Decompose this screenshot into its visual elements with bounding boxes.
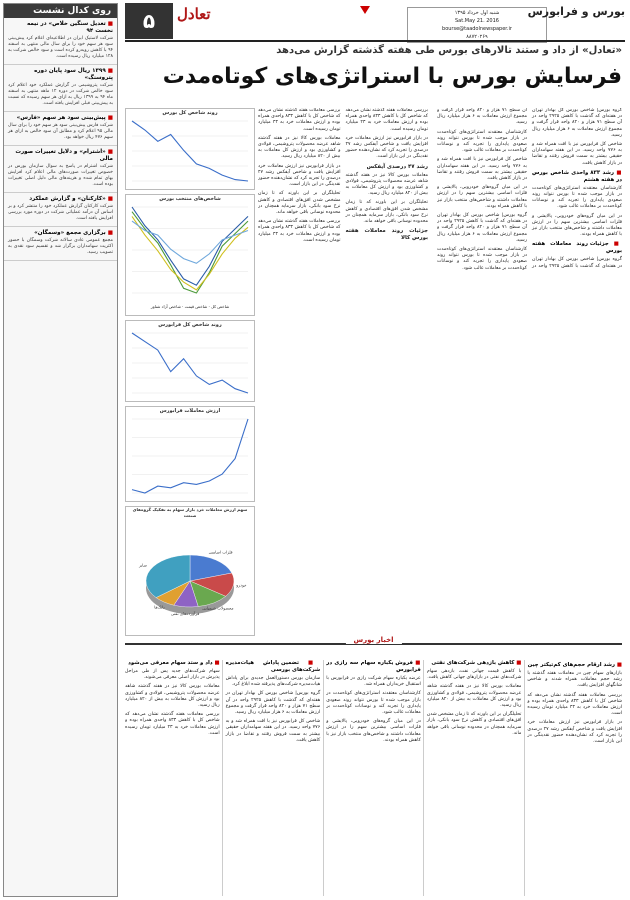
chart-svg — [126, 329, 254, 401]
header-date-en: Sat.May 21. 2016 — [455, 18, 499, 24]
chart-pie-industries — [125, 506, 255, 636]
chart-title: روند شاخص کل بورس — [162, 110, 218, 116]
news-title: ■ فروش یکباره سهام سه رازی در فرابورس — [326, 660, 421, 674]
news-text: بررسی معاملات هفته گذشته نشان می‌دهد که شاخص کل با کاهش ۸۳۳ واحدی همراه بوده و ارزش معاملات خرد به ۴۳ میلیارد تومان رسیده است. — [125, 712, 220, 736]
article-paragraph: معاملات بورس کالا نیز در هفته گذشته شاهد عرضه محصولات پتروشیمی، فولادی و کشاورزی بود و ارزش کل معاملات به بیش از ۸۲۰ میلیارد ریال رسید. — [345, 172, 428, 197]
header-divider — [125, 40, 625, 42]
chart-svg — [126, 415, 254, 501]
chart-index-trend — [125, 108, 255, 190]
header-date-fa: شنبه اول خرداد ۱۳۹۵ — [454, 10, 500, 16]
series-line — [132, 207, 248, 285]
sidebar-item — [4, 146, 117, 193]
news-text: سهام شرکت‌های جدید پس از طی مراحل پذیرش در بازار اصلی معرفی می‌شوند. — [125, 669, 220, 681]
sidebar-title: روی کدال نشست — [4, 4, 117, 18]
news-text: گروه بورس| شاخص بورس کل بهادار تهران در هفته‌ای که گذشت با کاهش ۲۹۲۵ واحد در آن سطح ۷۱ هزار و ۸۴۰ واحد قرار گرفت و مجموع ارزش معاملات به ۶ هزار میلیارد ریال رسید. — [225, 691, 321, 716]
article-paragraph: تحلیلگران بر این باورند که تا زمان مشخص شدن افق‌های اقتصادی و کاهش نرخ سود بانکی، بازار سرمایه همچنان در محدوده نوسانی باقی خواهد ماند. — [345, 200, 428, 225]
article-paragraph: در این میان گروه‌های خودرویی، پالایشی و فلزات اساسی بیشترین سهم را در ارزش معاملات داشتند و شاخص‌های منتخب بازار نیز با کاهش همراه بودند. — [437, 185, 527, 209]
chart-title: سهم ارزش معاملات خرد بازار سهام به تفکیک گروه‌های صنعت — [132, 507, 248, 518]
header-meta — [407, 7, 547, 43]
chart-svg — [126, 519, 254, 639]
legend-item: شاخص قیمت — [184, 303, 208, 309]
chart-title: روند شاخص کل فرابورس — [158, 322, 222, 328]
sidebar-item-title: ■ ۱۳۹۹ ریال سود پایان دوره پتروسنگ» — [8, 68, 113, 82]
news-title: ■ کاهش بازدهی شرکت‌های نفتی — [427, 660, 522, 667]
sidebar-item — [4, 18, 117, 65]
article-paragraph: کارشناسان معتقدند استراتژی‌های کوتاه‌مدت در بازار موجب شده تا بورس نتواند روند صعودی پایداری را تجربه کند و نوسانات کوتاه‌مدت بر معاملات غالب شود. — [437, 129, 527, 154]
sidebar-item — [4, 227, 117, 261]
sidebar-item-title: ■ برگزاری مجمع «وسمگان» — [8, 230, 113, 237]
news-text: با کاهش قیمت جهانی نفت، بازدهی سهام شرکت‌های نفتی در بازارهای جهانی کاهش یافت. — [426, 669, 522, 681]
news-title: ■ داد و ستد سهام معرفی می‌شود — [125, 660, 220, 667]
series-line — [132, 216, 248, 290]
news-text: تحلیلگران بر این باورند که تا زمان مشخص شدن افق‌های اقتصادی و کاهش نرخ سود بانکی، بازار سرمایه همچنان در محدوده نوسانی باقی خواهد ماند. — [426, 712, 522, 736]
news-text: در بازار فرابورس نیز ارزش معاملات خرد افزایش یافت و شاخص آیفکس رشد ۴۷ درصدی را تجربه کرد که نشان‌دهنده حضور نقدینگی در این بازار است. — [527, 720, 622, 745]
chart-legend: شاخص کل · شاخص قیمت · شاخص آزاد شناور — [150, 303, 230, 309]
sidebar-item-title: ■ تعدیل سنگین خلاص» در نیمه نخست ۹۴ — [8, 21, 113, 35]
news-text: کارشناسان معتقدند استراتژی‌های کوتاه‌مدت در بازار موجب شده تا بورس نتواند روند صعودی پایداری را تجربه کند و نوسانات کوتاه‌مدت بر معاملات غالب شود. — [326, 691, 421, 716]
news-text: عرضه یکباره سهام شرکت رازی در فرابورس با استقبال خریداران همراه شد. — [326, 676, 421, 688]
article-paragraph: شاخص کل فرابورس نیز با افت همراه شد و به ۷۷۶ واحد رسید. در این هفته سهامداران حقیقی بیشتر به سمت فروش رفتند و تقاضا در بازار کاهش یافت. — [532, 142, 622, 166]
header-phone: ۸۸۷۲۰۲۶۹ — [466, 34, 488, 40]
article-paragraph: در این میان گروه‌های خودرویی، پالایشی و فلزات اساسی بیشترین سهم را در ارزش معاملات داشتند و شاخص‌های منتخب بازار نیز با کاهش همراه بودند. — [532, 213, 622, 238]
news-title: ■ تضمین پاداش هیات‌مدیره شرکت‌های بورسی — [226, 660, 321, 674]
article-paragraph: در بازار فرابورس نیز ارزش معاملات خرد افزایش یافت و شاخص آیفکس رشد ۴۷ درصدی را تجربه کرد که نشان‌دهنده حضور نقدینگی در این بازار است. — [258, 163, 341, 188]
article-paragraph: در بازار فرابورس نیز ارزش معاملات خرد افزایش یافت و شاخص آیفکس رشد ۴۷ درصدی را تجربه کرد که نشان‌دهنده حضور نقدینگی در این بازار است. — [345, 135, 428, 160]
article-paragraph: شاخص کل فرابورس نیز با افت همراه شد و به ۷۷۶ واحد رسید. در این هفته سهامداران حقیقی بیشتر به سمت فروش رفتند و تقاضا در بازار کاهش یافت. — [437, 157, 527, 182]
chart-otc-index — [125, 320, 255, 402]
sidebar-item — [4, 193, 117, 227]
sidebar-item-title: ■ «کارکنان» و گزارش عملکرد — [8, 196, 113, 203]
pie-label: سایر — [138, 562, 147, 568]
page-number: ۵ — [125, 3, 173, 39]
chart-svg — [126, 117, 254, 189]
page-header — [125, 3, 625, 41]
sidebar — [3, 3, 118, 897]
news-text: بازارهای سهام چین در معاملات هفته گذشته با رشد حجم معاملات همراه شدند و شاخص شانگهای افزایش یافت. — [527, 671, 622, 689]
news-text: در این میان گروه‌های خودرویی، پالایشی و فلزات اساسی بیشترین سهم را در ارزش معاملات داشتند و شاخص‌های منتخب بازار نیز با کاهش همراه بودند. — [326, 719, 421, 743]
header-email[interactable]: bourse@taadolnewspaper.ir — [442, 26, 512, 32]
legend-item: شاخص کل — [211, 303, 230, 309]
sidebar-item-title: ■ «اشترام» و دلایل تغییرات صورت مالی — [8, 149, 113, 163]
news-title: ■ رشد ارقام حجم‌های کم‌تیکتر چین — [527, 662, 622, 669]
chart-selected-indices — [125, 194, 255, 316]
article-paragraph: گروه بورس| شاخص بورس کل بهادار تهران در هفته‌ای که گذشت با کاهش ۲۹۲۵ واحد در آن سطح ۷۱ هزار و ۸۴۰ واحد قرار گرفت و مجموع ارزش معاملات به ۶ هزار میلیارد ریال رسید. — [437, 213, 528, 243]
pie-label: فرآورده‌های نفتی — [170, 610, 200, 616]
article-subhead: رشد ۴۷ درصدی آیفکس — [366, 163, 428, 170]
article-body — [437, 108, 622, 638]
chart-svg — [126, 203, 254, 301]
sidebar-item-text: شرکت پتروشیمی در گزارش عملکرد خود اعلام کرد سود خالص شرکت در دوره ۱۲ ماهه منتهی به اسفند ماه ۹۴ به ۱۳۹۹ ریال به ازای هر سهم رسیده که نسبت به پیش‌بینی قبلی افزایش یافته است. — [8, 83, 113, 106]
article-paragraph: گروه بورس| شاخص بورس کل بهادار تهران در هفته‌ای که گذشت با کاهش ۲۹۲۵ واحد در آن سطح ۷۱ هزار و ۸۴۰ واحد قرار گرفت و مجموع ارزش معاملات به ۶ هزار میلیارد ریال رسید. — [437, 108, 622, 269]
bottom-section-label: اخبار بورس — [345, 637, 401, 644]
chart-otc-value — [125, 406, 255, 502]
sidebar-item — [4, 112, 117, 146]
news-text: شاخص کل فرابورس نیز با افت همراه شد و به ۷۷۶ واحد رسید. در این هفته سهامداران حقیقی بیشتر به سمت فروش رفتند و تقاضا در بازار کاهش یافت. — [225, 719, 321, 743]
sidebar-item-text: مجمع عمومی عادی سالانه شرکت وسمگان با حضور اکثریت سهامداران برگزار شد و تقسیم سود نقدی به تصویب رسید. — [8, 238, 113, 255]
article-subhead: ■ جزئیات روند معاملات هفته بورس — [532, 241, 622, 255]
article-paragraph: بررسی معاملات هفته گذشته نشان می‌دهد که شاخص کل با کاهش ۸۳۳ واحدی همراه بوده و ارزش معاملات خرد به ۴۳ میلیارد تومان رسیده است. — [258, 108, 341, 132]
news-text: معاملات بورس کالا نیز در هفته گذشته شاهد عرضه محصولات پتروشیمی، فولادی و کشاورزی بود و ارزش کل معاملات به بیش از ۸۲۰ میلیارد ریال رسید. — [125, 684, 220, 709]
chart-title: ارزش معاملات فرابورس — [159, 408, 221, 414]
article-paragraph: بررسی معاملات هفته گذشته نشان می‌دهد که شاخص کل با کاهش ۸۳۳ واحدی همراه بوده و ارزش معاملات خرد به ۴۳ میلیارد تومان رسیده است. — [345, 108, 428, 132]
sidebar-item-text: شرکت اشترام در پاسخ به سوال سازمان بورس در خصوص تغییرات صورت‌های مالی اعلام کرد افزایش بهای تمام شده و هزینه‌های مالی دلیل اصلی تغییرات بوده است. — [8, 164, 113, 187]
news-text: معاملات بورس کالا نیز در هفته گذشته شاهد عرضه محصولات پتروشیمی، فولادی و کشاورزی بود و ارزش کل معاملات به بیش از ۸۲۰ میلیارد ریال رسید. — [426, 684, 522, 709]
bottom-divider — [125, 636, 622, 657]
article-paragraph: کارشناسان معتقدند استراتژی‌های کوتاه‌مدت در بازار موجب شده تا بورس نتواند روند صعودی پایداری را تجربه کند و نوسانات کوتاه‌مدت بر معاملات غالب شود. — [532, 185, 622, 210]
sidebar-item-text: شرکت کارکنان گزارش عملکرد خود را منتشر کرد و بر اساس آن درآمد عملیاتی شرکت در دوره مورد بررسی افزایش یافته است. — [8, 204, 113, 221]
article-paragraph: گروه بورس| شاخص بورس کل بهادار تهران در هفته‌ای که گذشت با کاهش ۲۹۲۵ واحد در آن سطح ۷۱ هزار و ۸۴۰ واحد قرار گرفت و مجموع ارزش معاملات به ۶ هزار میلیارد ریال رسید. — [532, 108, 622, 138]
legend-item: شاخص آزاد شناور — [150, 303, 181, 309]
pie-label: بانک‌ها — [154, 604, 165, 610]
article-headline: فرسایش بورس با استراتژی‌های کوتاه‌مدت — [162, 64, 622, 89]
article-supertitle: «تعادل» از داد و ستند تالارهای بورس طی هفته گذشته گزارش می‌دهد — [276, 45, 622, 56]
article-body-middle — [258, 108, 428, 638]
sidebar-item — [4, 65, 117, 112]
sidebar-item-text: شرکت فارس پیش‌بینی سود هر سهم خود را برای سال مالی ۹۵ اعلام کرد و مطابق آن سود خالص به ازای هر سهم ۴۷۶ ریال خواهد بود. — [8, 123, 113, 140]
series-line — [132, 212, 248, 293]
pie-label: محصولات شیمیایی — [202, 605, 234, 611]
article-paragraph: معاملات بورس کالا نیز در هفته گذشته شاهد عرضه محصولات پتروشیمی، فولادی و کشاورزی بود و ارزش کل معاملات به بیش از ۸۲۰ میلیارد ریال رسید. — [258, 135, 341, 160]
article-paragraph: کارشناسان معتقدند استراتژی‌های کوتاه‌مدت در بازار موجب شده تا بورس نتواند روند صعودی پایداری را تجربه کند و نوسانات کوتاه‌مدت بر معاملات غالب شود. — [437, 247, 527, 271]
charts-column — [125, 108, 255, 640]
sidebar-item-text: شرکت لاستیک ایران در اطلاعیه‌ای اعلام کرد پیش‌بینی سود هر سهم خود را برای سال مالی منتهی به اسفند ۹۴ با کاهش روبه‌رو کرده است و سود خالص شرکت به ۱۲۸ میلیارد ریال رسیده است. — [8, 36, 113, 59]
article-paragraph: بررسی معاملات هفته گذشته نشان می‌دهد که شاخص کل با کاهش ۸۳۳ واحدی همراه بوده و ارزش معاملات خرد به ۴۳ میلیارد تومان رسیده است. — [258, 219, 341, 243]
bottom-news — [125, 660, 622, 896]
news-text: بررسی معاملات هفته گذشته نشان می‌دهد که شاخص کل با کاهش ۸۳۳ واحدی همراه بوده و ارزش معاملات خرد به ۴۳ میلیارد تومان رسیده است. — [527, 692, 622, 717]
news-text: سازمان بورس دستورالعمل جدیدی برای پاداش هیات‌مدیره شرکت‌های پذیرفته شده ابلاغ کرد. — [225, 676, 321, 688]
section-name: بورس و فرابورس — [527, 5, 625, 18]
article-paragraph: تحلیلگران بر این باورند که تا زمان مشخص شدن افق‌های اقتصادی و کاهش نرخ سود بانکی، بازار سرمایه همچنان در محدوده نوسانی باقی خواهد ماند. — [258, 191, 341, 216]
newspaper-logo: تعادل — [177, 5, 211, 23]
series-line — [132, 221, 248, 263]
pie-label: خودرو — [236, 582, 247, 588]
triangle-icon — [360, 6, 370, 14]
article-subhead: جزئیات روند معاملات هفته بورس کالا — [345, 228, 428, 242]
sidebar-item-title: ■ پیش‌بینی سود هر سهم «فارس» — [8, 115, 113, 122]
pie-label: فلزات اساسی — [208, 549, 233, 555]
article-subhead: ■ رشد ۸۳۳ واحدی شاخص بورس در هفته هشتم — [532, 170, 622, 184]
chart-title: شاخص‌های منتخب بورس — [159, 196, 221, 202]
